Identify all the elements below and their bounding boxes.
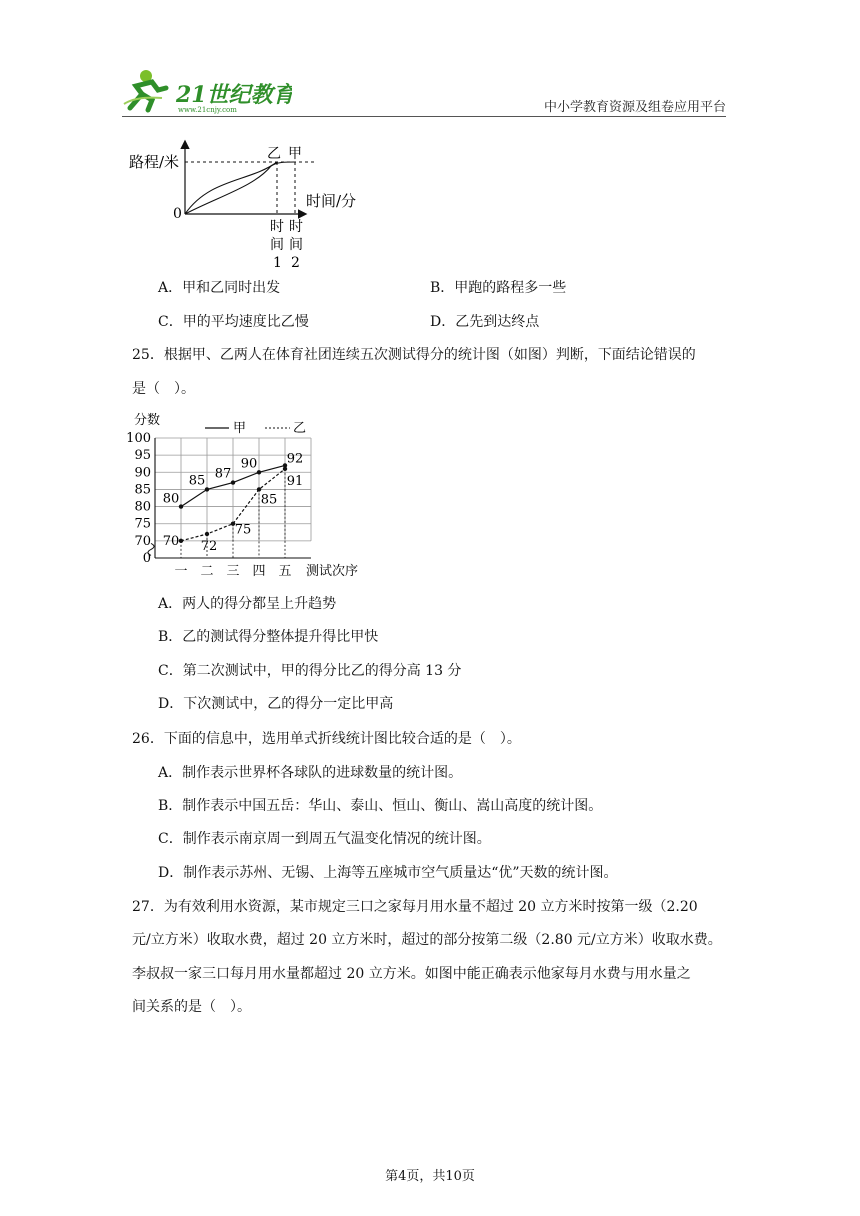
q24-marker-2-line3: 2	[291, 255, 300, 271]
q25-y-label: 分数	[134, 413, 161, 428]
q25-legend-jia: 甲	[233, 421, 247, 436]
q25-option-b: B．乙的测试得分整体提升得比甲快	[158, 629, 379, 645]
q24-option-a: A．甲和乙同时出发	[158, 280, 281, 296]
q25-point-jia	[205, 487, 209, 491]
q25-point-jia	[179, 504, 183, 508]
q25-ytick-label: 0	[142, 551, 151, 566]
q24-series-label-jia: 甲	[288, 146, 302, 162]
q27-line4: 间关系的是（ ）。	[132, 999, 251, 1015]
q25-stem-line1: 25．根据甲、乙两人在体育社团连续五次测试得分的统计图（如图）判断，下面结论错误的	[132, 347, 696, 363]
q25-option-c: C．第二次测试中，甲的得分比乙的得分高 13 分	[158, 663, 462, 679]
q25-data-label-jia: 85	[188, 473, 206, 489]
q24-y-label: 路程/米	[129, 153, 180, 171]
q26-option-a: A．制作表示世界杯各球队的进球数量的统计图。	[158, 765, 463, 781]
q25-xtick-label: 一	[174, 564, 188, 579]
q25-xtick-label: 二	[200, 564, 214, 579]
q24-line-jia	[185, 162, 295, 214]
header-divider	[122, 116, 726, 117]
q25-xtick-label: 五	[278, 564, 292, 579]
q25-data-label-jia: 92	[286, 451, 304, 467]
site-logo	[122, 68, 292, 118]
q25-ytick-label: 95	[134, 448, 151, 464]
q25-data-label-yi: 75	[234, 522, 252, 538]
q25-ytick-label: 75	[134, 516, 151, 532]
q25-data-label-yi: 91	[286, 473, 304, 489]
q26-stem: 26．下面的信息中，选用单式折线统计图比较合适的是（ ）。	[132, 731, 521, 747]
q25-data-label-yi: 85	[260, 492, 278, 508]
q24-marker-2-line1: 时	[289, 219, 303, 235]
q25-point-yi	[283, 467, 287, 471]
q24-marker-1-line2: 间	[270, 237, 284, 253]
q24-origin: 0	[173, 206, 182, 222]
q25-stem-line2: 是（ ）。	[132, 381, 195, 397]
q27-line2: 元/立方米）收取水费，超过 20 立方米时，超过的部分按第二级（2.80 元/立方米）收取水费。	[132, 932, 722, 948]
q25-point-jia	[257, 470, 261, 474]
q25-point-yi	[179, 539, 183, 543]
q26-option-b: B．制作表示中国五岳：华山、泰山、恒山、衡山、嵩山高度的统计图。	[158, 798, 603, 814]
q25-ytick-label: 80	[134, 499, 151, 515]
q25-data-label-yi: 70	[162, 533, 180, 549]
q25-option-d: D．下次测试中，乙的得分一定比甲高	[158, 696, 394, 712]
q25-xtick-label: 四	[252, 564, 266, 579]
q25-option-a: A．两人的得分都呈上升趋势	[158, 596, 337, 612]
q25-ytick-label: 70	[134, 533, 151, 549]
q24-option-d: D．乙先到达终点	[430, 314, 540, 330]
q25-ytick-label: 100	[126, 431, 151, 446]
q25-xtick-label: 三	[226, 564, 240, 579]
runner-logo-icon	[122, 68, 292, 114]
q24-marker-1-line1: 时	[270, 219, 284, 235]
q25-legend-yi: 乙	[293, 421, 307, 436]
platform-name: 中小学教育资源及组卷应用平台	[543, 100, 726, 115]
logo-url: www.21cnjy.com	[178, 106, 237, 114]
q24-line-yi	[185, 162, 277, 214]
q25-data-label-jia: 87	[214, 466, 232, 482]
q27-line1: 27．为有效利用水资源，某市规定三口之家每月用水量不超过 20 立方米时按第一级（2.20	[132, 899, 698, 915]
q24-marker-1-line3: 1	[273, 255, 282, 271]
q25-grid	[126, 431, 311, 579]
q25-ytick-label: 90	[134, 465, 151, 481]
q24-x-label: 时间/分	[306, 192, 357, 210]
q25-point-yi	[257, 487, 261, 491]
q24-series-label-yi: 乙	[267, 146, 281, 162]
q24-option-c: C．甲的平均速度比乙慢	[158, 314, 309, 330]
q24-option-b: B．甲跑的路程多一些	[430, 280, 567, 296]
logo-title: 21世纪教育	[176, 82, 292, 108]
q26-option-d: D．制作表示苏州、无锡、上海等五座城市空气质量达“优”天数的统计图。	[158, 865, 618, 881]
q25-chart	[125, 410, 375, 584]
page-number: 第4页，共10页	[385, 1169, 475, 1184]
q24-marker-2-line2: 间	[289, 237, 303, 253]
q26-option-c: C．制作表示南京周一到周五气温变化情况的统计图。	[158, 831, 491, 847]
q25-data-label-jia: 80	[162, 491, 180, 507]
q25-point-jia	[231, 480, 235, 484]
q24-chart	[125, 136, 375, 275]
q25-ytick-label: 85	[134, 482, 151, 498]
q25-point-yi	[205, 532, 209, 536]
q27-line3: 李叔叔一家三口每月用水量都超过 20 立方米。如图中能正确表示他家每月水费与用水量之	[132, 966, 691, 982]
q25-x-label: 测试次序	[306, 564, 359, 579]
q25-data-label-yi: 72	[200, 539, 218, 554]
q25-data-label-jia: 90	[240, 456, 258, 472]
